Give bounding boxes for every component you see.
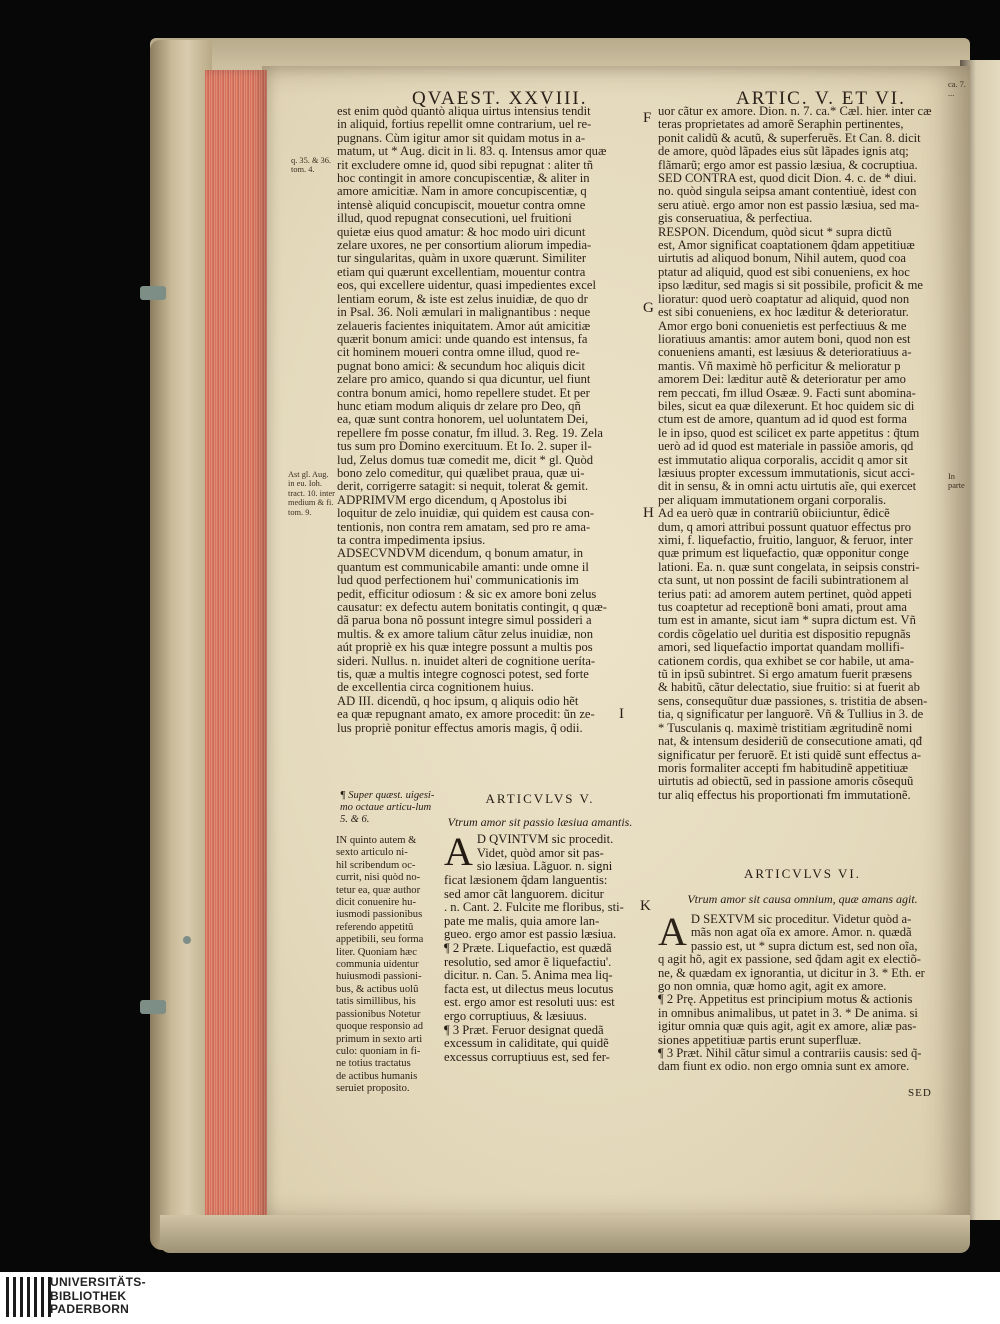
section-letter: I	[619, 706, 624, 722]
text-line: in omnibus animalibus, ut patet in 3. * De anima. si	[658, 1005, 918, 1020]
text-line: per aliquam immutationem organi corporalis.	[658, 492, 887, 507]
text-line: ximi, f. liquefactio, fruitio, languor, & feruor, inter	[658, 533, 913, 547]
text-line: dicitur. n. Can. 5. Anima mea liq-	[444, 968, 613, 983]
text-line: dicit conuenire hu-	[336, 897, 417, 909]
text-line: lioratiuus amantis: amor autem boni, quod non est	[658, 331, 911, 346]
text-line: ¶ 3 Præt. Feruor designat quedã	[444, 1022, 604, 1037]
text-line: communia uidentur	[336, 959, 419, 971]
text-line: pedit, efficitur odiosum : & sic ex amore boni zelus	[337, 586, 597, 601]
text-line: tis, quæ a multis integre cognosci potest, sed forte	[337, 667, 589, 682]
text-line: amorem Dei: læditur autẽ & deterioratur per amo	[658, 372, 906, 387]
text-line: pate me malis, quia amore lan-	[444, 913, 600, 928]
text-line: mantis. Vñ maximè hõ perficitur & melioratur p	[658, 358, 901, 373]
text-line: igitur omnia quæ quis agit, agit ex amore, aliæ pas-	[658, 1019, 917, 1034]
text-line: cta sunt, ut non possint de facili subintrationem al	[658, 573, 909, 588]
text-line: Videt, quòd amor sit pas-	[476, 845, 604, 860]
text-line: RESPON. Dicendum, quòd sicut * supra dictũ	[658, 224, 892, 239]
text-line: gis conseruatiua, & perfectiua.	[658, 211, 813, 226]
text-line: huiusmodi passioni-	[336, 971, 422, 983]
text-line: de amore, quòd lãpades eius sũt lãpades ignis atq;	[658, 144, 909, 159]
text-line: uirtutis ad obiectũ, sed in passione amoris cõsequũ	[658, 774, 914, 789]
text-line: primum in sexto arti	[336, 1033, 423, 1045]
text-line: lud quod perfectionem hui' communicationis im	[337, 573, 579, 588]
text-line: illud, quod repugnat consecutioni, uel fruitioni	[337, 211, 572, 226]
article-title: Vtrum amor sit passio læsiua amantis.	[447, 814, 633, 829]
text-line: ficat læsionem q̃dam languentis:	[444, 872, 608, 887]
running-head-right: ARTIC. V. ET VI.	[736, 88, 906, 109]
text-line: rem peccati, fm illud Osææ. 9. Facti sunt abomina-	[658, 385, 916, 400]
text-line: excessum in caliditate, qui quidẽ	[444, 1036, 609, 1051]
margin-note: In parte	[948, 472, 965, 491]
text-line: derit, corrigerre satagit: si nequit, tolerat & gemit.	[337, 479, 589, 494]
article-vi	[658, 909, 951, 1074]
text-line: mãs non agat oĩa ex amore. Amor. n. quædã	[690, 925, 912, 940]
text-line: sed amor cãt languorem. dicitur	[444, 886, 604, 901]
text-line: in aliquid, fortius repellit omne contrarium, uel re-	[337, 117, 592, 132]
text-line: de actibus humanis	[336, 1070, 418, 1082]
drop-cap: A	[658, 909, 687, 954]
section-letter: G	[643, 300, 654, 316]
text-line: * Tusculanis q. maximè tristitiam ægritudinẽ nomi	[658, 720, 913, 735]
article-vi-text	[658, 909, 951, 1074]
text-line: tum est in amante, sicut iam * supra dictum est. Vñ	[658, 613, 916, 628]
text-line: cordis cõgelatio uel duritia est dispositio repugnãs	[658, 626, 911, 641]
text-line: lationi. Ea. n. quæ sunt congelata, in seipsis constri-	[658, 559, 920, 574]
library-footer	[0, 1272, 1000, 1324]
text-line: eos, qui excellere uidentur, quasi impedientes excel	[337, 278, 596, 293]
text-line: flãmarũ; ergo amor est passio læsiua, & cocruptiua.	[658, 157, 918, 172]
text-line: dã parua bona nõ possunt integre simul possideri a	[337, 613, 592, 628]
text-line: aút propriè ex his quæ integre possunt a multis pos	[337, 640, 593, 655]
text-line: teras proprietates ad amorẽ Seraphin pertinentes,	[658, 117, 904, 132]
text-line: cit hominem moueri contra omne illud, quod re-	[337, 345, 580, 360]
text-line: no. quòd singula seipsa amant contentiuè, idest con	[658, 184, 917, 199]
article-heading: ARTICVLVS VI.	[744, 866, 861, 881]
article-heading: ARTICVLVS V.	[485, 791, 595, 806]
red-page-edges	[205, 70, 267, 1220]
text-line: tus sum pro Domino exercituum. Et Io. 2. super il-	[337, 439, 592, 454]
text-line: ¶ 2 Prę. Appetitus est principium motus & actionis	[658, 992, 913, 1007]
margin-note: ca. 7. ...	[948, 80, 966, 99]
text-line: hunc etiam modum aliquis dr zelare pro Deo, qñ	[337, 398, 581, 413]
text-line: & habitũ, cãtur delectatio, siue fruitio: si at fuerit ab	[658, 680, 920, 695]
text-line: tũ in ipsũ subintret. Si ergo amatum fuerit præsens	[658, 667, 913, 682]
text-line: dam fiunt ex odio. non ergo omnia sunt ex amore.	[658, 1059, 910, 1074]
text-line: ta contra impedimenta ipsius.	[337, 533, 486, 547]
margin-note: q. 35. & 36. tom. 4.	[291, 156, 332, 175]
text-line: læsiuus propter excessum immutationis, sicut acci-	[658, 465, 915, 480]
commentary-heading: ¶ Super quæst. uigesi-mo octaue articu-lum 5. & 6.	[340, 790, 435, 825]
text-line: iusmodi passionibus	[336, 909, 423, 921]
text-line: appetibili, seu forma	[336, 934, 424, 946]
right-column-text	[658, 105, 951, 802]
text-line: pugnat bono amici: & secundum hoc aliquis dicit	[337, 358, 585, 373]
library-logo-icon	[6, 1277, 51, 1317]
text-line: sexto articulo ni-	[336, 847, 408, 859]
text-line: zelare pro amico, quando si qua dicuntur, uel fiunt	[337, 372, 591, 387]
text-line: SED CONTRA est, quod dicit Dion. 4. c. de * diui.	[658, 171, 917, 186]
text-line: ponit calidũ & acutũ, & superferuẽs. Et Can. 8. dicit	[658, 130, 921, 145]
library-name-line: BIBLIOTHEK	[50, 1288, 127, 1303]
text-line: ipso læditur, sed magis si sit possibile, proficit & me	[658, 278, 924, 293]
text-line: causatur: ex defectu autem bonitatis contingit, q quæ-	[337, 600, 607, 615]
text-line: passio est, ut * supra dictum est, sed non oĩa,	[690, 938, 918, 953]
text-line: seruiet proposito.	[336, 1083, 410, 1095]
text-line: ¶ 3 Præt. Nihil cãtur simul a contrariis causis: sed q̃-	[658, 1046, 922, 1061]
text-line: lentiam eorum, & iste est zelus inuidiæ, de quo dr	[337, 291, 588, 306]
text-line: quietæ eius quod amatur: & hoc modo uiri dicunt	[337, 224, 586, 239]
text-line: rit excludere omne id, quod sibi repugnat : aliter tñ	[337, 157, 594, 172]
text-line: est sibi conueniens, ex hoc læditur & deterioratur.	[658, 305, 909, 320]
text-line: loquitur de zelo inuidiæ, qui quidem est causa con-	[337, 506, 595, 521]
text-line: ne, & quædam ex ignorantia, ut dicitur in 3. * Eth. er	[658, 965, 925, 980]
library-name-line: PADERBORN	[50, 1302, 130, 1316]
text-line: est, Amor significat coaptationem q̃dam appetitiuæ	[658, 238, 915, 253]
text-line: ¶ 2 Præte. Liquefactio, est quædã	[444, 940, 612, 955]
text-line: hil scribendum oc-	[336, 859, 416, 871]
text-line: quæ primum est liquefactio, quæ opponitur conge	[658, 546, 909, 561]
text-line: Ad ea uerò quæ in contrariũ obiiciuntur, ẽdicẽ	[658, 506, 890, 521]
text-line: de excellentia circa cognitionem huius.	[337, 680, 534, 695]
text-line: zelare uxores, ne per consortium aliorum impedia-	[337, 238, 592, 253]
text-line: significatur per feruorẽ. Et isti quidẽ sunt effectus a-	[658, 747, 922, 762]
text-line: ea quæ repugnant amato, ex amore procedit: ũn ze-	[337, 707, 595, 722]
text-line: nat, & intensum desideriũ de consecutione amati, qđ	[658, 734, 923, 749]
text-line: moris formaliter accepti fm habitudinẽ appetitiuæ	[658, 760, 909, 775]
text-line: IN quinto autem &	[336, 835, 417, 846]
text-line: sio læsiua. Lãguor. n. signi	[476, 859, 613, 874]
text-line: lus propriè ponitur effectus amoris magis, q̃ odii.	[337, 720, 583, 735]
text-line: currit, nisi quòd no-	[336, 872, 421, 884]
text-line: go non omnia, quæ homo agit, agit ex amore.	[658, 979, 887, 994]
text-line: amore amicitiæ. Nam in amore concupiscentiæ, q	[337, 184, 587, 199]
text-line: quantum est communicabile amanti: unde omne il	[337, 559, 589, 574]
book-cover-bottom	[160, 1215, 970, 1253]
article-v	[444, 792, 636, 1064]
commentary-text	[336, 835, 436, 1096]
text-line: hoc contingit in amore concupiscentiæ, & aliter in	[337, 171, 590, 186]
text-line: seru atiuè. ergo amor non est passio læsiua, sed ma-	[658, 197, 920, 212]
library-name	[50, 1276, 146, 1317]
section-letter: H	[643, 505, 654, 521]
text-line: tur aliq effectus his proportionati fm immutationẽ.	[658, 787, 911, 802]
left-column-text	[337, 105, 635, 735]
text-line: ADPRIMVM ergo dicendum, q Apostolus ibi	[337, 492, 567, 507]
text-line: D QVINTVM sic procedit.	[476, 832, 614, 847]
text-line: dum, q amori attribui possunt quatuor effectus pro	[658, 519, 911, 534]
text-line: terius pati: ad amorem autem pertinet, quòd appeti	[658, 586, 912, 601]
text-line: facta est, ut dilectus meus locutus	[444, 981, 614, 996]
book-binding	[150, 40, 212, 1250]
text-line: sideri. Nullus. n. inuidet alteri de cognitione ueríta-	[337, 653, 596, 668]
clasp-icon	[140, 286, 166, 300]
text-line: in Psal. 36. Noli æmulari in malignantibus : neque	[337, 305, 591, 320]
running-head-left: QVAEST. XXVIII.	[412, 88, 588, 109]
text-line: multis. & ex amore talium cãtur zelus inuidiæ, non	[337, 626, 594, 641]
article-title: Vtrum amor sit causa omnium, quæ amans agit.	[687, 892, 918, 906]
text-line: uirtutis ad aliquod bonum, Nihil autem, quod coa	[658, 251, 906, 266]
text-line: tatis simillibus, his	[336, 996, 416, 1008]
text-line: bono zelo comeditur, qui quælibet praua, quæ ui-	[337, 465, 585, 480]
text-line: zelaueris facientes iniquitatem. Amor aút amicitiæ	[337, 318, 591, 333]
text-line: quærit bonum amici: unde quando est intensus, fa	[337, 331, 588, 346]
text-line: ne totius tractatus	[336, 1058, 411, 1070]
text-line: excessus corruptiuus est, sed fer-	[444, 1049, 610, 1064]
text-line: referendo appetitũ	[336, 921, 414, 933]
text-line: amori, sed liquefactio importat quandam mollifi-	[658, 640, 905, 655]
catchword: SED	[908, 1087, 932, 1099]
clasp-icon	[140, 1000, 166, 1014]
text-line: siones appetitiuæ partis erunt superfluæ.	[658, 1032, 862, 1047]
text-line: est immutatio aliqua corporalis, accidit q amor sit	[658, 452, 908, 467]
margin-note: Ast gl. Aug. in eu. Ioh. tract. 10. inter medium & fi. tom. 9.	[288, 470, 335, 517]
text-line: est enim quòd quantò aliqua uirtus intensius tendit	[337, 104, 591, 118]
text-line: sens, consequũtur duæ passiones, s. tristitia de absen-	[658, 693, 928, 708]
text-line: repellere fm posse conatur, fm illud. 3. Reg. 19. Zela	[337, 425, 603, 440]
text-line: est. ergo amor est resoluti uus: est	[444, 995, 615, 1010]
pin-icon	[183, 936, 191, 944]
text-line: ergo corruptiuus, & læsiuus.	[444, 1008, 587, 1023]
text-line: lud, Zelus domus tuæ comedit me, dicit * gl. Quòd	[337, 452, 594, 467]
text-line: ADSECVNDVM dicendum, q bonum amatur, in	[337, 546, 584, 561]
text-line: q agit hõ, agit ex passione, sed q̃dam agit ex electiõ-	[658, 952, 921, 967]
text-line: matum, ut * Aug. dicit in li. 83. q. Intensus amor quæ	[337, 144, 607, 159]
text-line: intensè aliquid concupiscit, mouetur contra omne	[337, 197, 586, 212]
section-letter: F	[643, 110, 652, 126]
text-line: passionibus Notetur	[336, 1008, 421, 1020]
text-line: uor cãtur ex amore. Dion. n. 7. ca.* Cæl. hier. inter cæ	[658, 104, 932, 118]
text-line: liter. Quoniam hæc	[336, 946, 417, 958]
text-line: pugnans. Cùm igitur amor sit quidam motus in a-	[337, 130, 586, 145]
text-line: resolutio, sed amor ẽ liquefactiu'.	[444, 954, 612, 969]
text-line: biles, sicut ea quæ dilexerunt. Et hoc quidem sic di	[658, 398, 915, 413]
text-line: contra bonum amici, homo repellere studet. Et per	[337, 385, 590, 400]
section-letter: K	[640, 898, 651, 914]
text-line: etiam qui quærunt excellentiam, mouentur contra	[337, 264, 586, 279]
text-line: Amor ergo boni conuenietis est perfectiuus & me	[658, 318, 907, 333]
text-line: le in ipso, quod est scilicet ex parte appetitus : q̃tum	[658, 425, 920, 440]
text-line: D SEXTVM sic proceditur. Videtur quòd a-	[690, 912, 912, 926]
text-line: AD III. dicendũ, q hoc ipsum, q aliquis odio hẽt	[337, 693, 579, 708]
text-line: . n. Cant. 2. Fulcite me floribus, sti-	[444, 900, 624, 915]
text-line: quoque responsio ad	[336, 1021, 424, 1033]
text-line: bus, & actibus uolũ	[336, 983, 419, 995]
text-line: lioratur: quod uerò coaptatur ad aliquid, quod non	[658, 291, 910, 306]
text-line: conueniens amanti, est læsiuus & deterioratiuus a-	[658, 345, 912, 360]
text-line: uerò ad id quod est materiale in passiõe amoris, qd	[658, 439, 914, 454]
text-line: cationem cordis, qua exhibet se cor habile, ut ama-	[658, 653, 914, 668]
text-line: ea, quæ sunt contra honorem, uel uoluntatem Dei,	[337, 412, 589, 427]
text-line: culo: quoniam in fi-	[336, 1045, 421, 1057]
text-line: gueo. ergo amor est passio læsiua.	[444, 927, 617, 942]
library-name-line: UNIVERSITÄTS-	[50, 1275, 146, 1289]
text-line: tur singularitas, quàm in uxore quærunt. Similiter	[337, 251, 587, 266]
text-line: tia, q significatur per languorẽ. Vñ & Tullius in 3. de	[658, 707, 924, 722]
text-line: ptatur ad aliquid, quod est sibi conueniens, ex hoc	[658, 264, 910, 279]
text-line: dit in sensu, & in omni actu uirtutis aĩe, qui exercet	[658, 479, 917, 494]
text-line: tetur ea, quæ author	[336, 884, 421, 896]
text-line: ctum est de amore, quantum ad id quod est forma	[658, 412, 908, 427]
text-line: tus coaptetur ad receptionẽ boni amati, prout ama	[658, 600, 907, 615]
drop-cap: A	[444, 829, 473, 875]
text-line: tentionis, non contra rem amatam, sed pro re ama-	[337, 519, 591, 534]
